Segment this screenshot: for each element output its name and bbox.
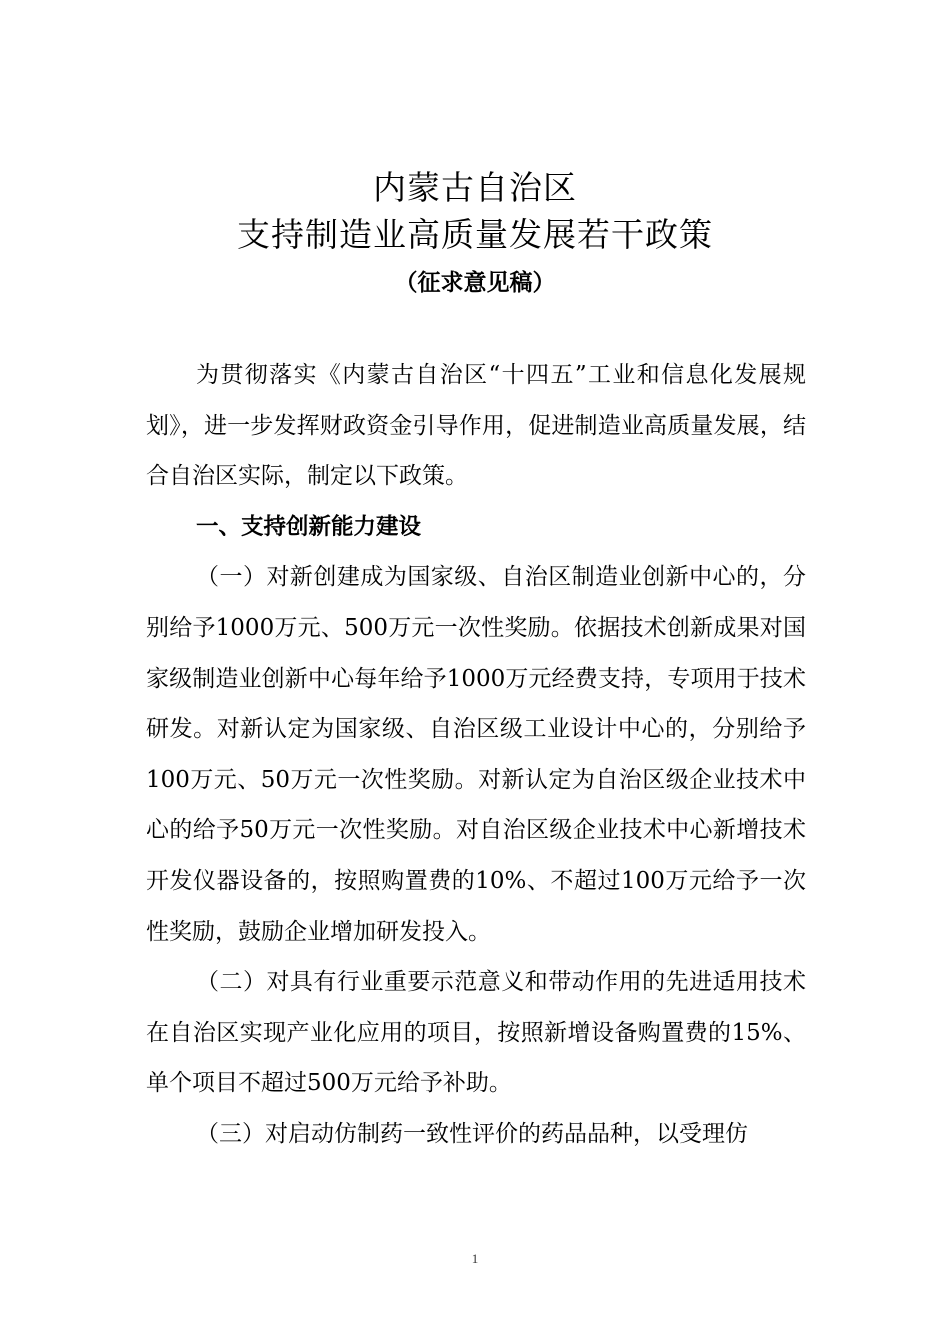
intro-paragraph: 为贯彻落实《内蒙古自治区“十四五”工业和信息化发展规划》，进一步发挥财政资金引导作用，促进制造业高质量发展，结合自治区实际，制定以下政策。 [146,362,806,490]
document-title-line2: 支持制造业高质量发展若干政策 [237,215,713,254]
section-heading: 一、支持创新能力建设 [196,513,422,540]
policy-item-1: （一）对新创建成为国家级、自治区制造业创新中心的，分别给予1000万元、500万元一次性奖励。依据技术创新成果对国家级制造业创新中心每年给予1000万元经费支持，专项用于技术研发。对新认定为国家级、自治区级工业设计中心的，分别给予100万元、50万元一次性奖励。对新认定为自治区级企业技术中心的给予50万元一次性奖励。对自治区级企业技术中心新增技术开发仪器设备的，按照购置费的10%、不超过100万元给予一次性奖励，鼓励企业增加研发投入。 [146,564,806,945]
document-body [146,350,806,1160]
page-number: 1 [471,1251,479,1266]
policy-item-2: （二）对具有行业重要示范意义和带动作用的先进适用技术在自治区实现产业化应用的项目，按照新增设备购置费的15%、单个项目不超过500万元给予补助。 [146,969,806,1097]
document-title-line1: 内蒙古自治区 [373,168,577,207]
policy-item-3: （三）对启动仿制药一致性评价的药品品种，以受理仿 [196,1120,748,1147]
document-subtitle: （征求意见稿） [394,270,556,296]
